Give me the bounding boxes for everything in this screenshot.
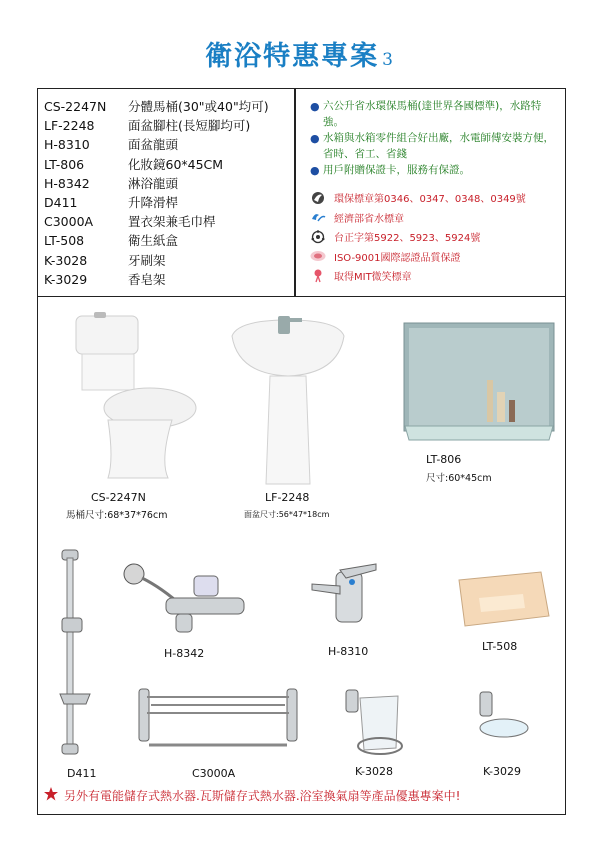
- product-code: H-8310: [44, 137, 90, 153]
- product-name: 香皂架: [128, 271, 166, 287]
- product-code: H-8342: [44, 175, 90, 191]
- toilet-image: [68, 310, 198, 485]
- product-name: 置衣架兼毛巾桿: [128, 214, 216, 230]
- product-name: 分體馬桶(30"或40"均可): [128, 99, 269, 114]
- star-icon: [44, 787, 58, 804]
- towel-rack-image: [135, 683, 300, 761]
- label-k3029: K-3029: [483, 765, 522, 778]
- product-code: LF-2248: [44, 118, 95, 134]
- product-name: 面盆腳柱(長短腳均可): [128, 118, 251, 134]
- label-h8342: H-8342: [164, 647, 205, 660]
- soap-dish-image: [472, 690, 532, 742]
- shower-faucet-image: [122, 558, 252, 636]
- label-d411: D411: [67, 767, 97, 780]
- label-c3000a: C3000A: [192, 767, 236, 780]
- size-cs2247n: 馬桶尺寸:68*37*76cm: [66, 510, 168, 521]
- size-lf2248: 面盆尺寸:56*47*18cm: [244, 510, 330, 519]
- product-row: [44, 116, 269, 135]
- tumbler-holder-image: [342, 688, 410, 760]
- promo-footer: 另外有電能儲存式熱水器.瓦斯儲存式熱水器.浴室換氣扇等產品優惠專案中!: [44, 787, 460, 804]
- bullet-icon: ●: [310, 132, 320, 145]
- product-row: [44, 155, 269, 174]
- label-h8310: H-8310: [328, 645, 369, 658]
- product-row: [44, 174, 269, 193]
- tissue-box-image: [453, 568, 553, 630]
- mit-smile-icon: [310, 269, 326, 283]
- product-code: D411: [44, 195, 78, 211]
- label-lt508: LT-508: [482, 640, 518, 653]
- product-name: 牙刷架: [128, 252, 166, 268]
- product-list: [44, 97, 269, 289]
- label-cs2247n: CS-2247N: [91, 491, 146, 504]
- cert-item: 取得MIT微笑標章: [310, 266, 560, 286]
- size-lt806: 尺寸:60*45cm: [426, 473, 492, 484]
- mirror-image: [403, 322, 555, 444]
- product-row: [44, 135, 269, 154]
- cert-item: 台正字第5922、5923、5924號: [310, 227, 560, 247]
- product-code: K-3028: [44, 252, 88, 268]
- product-code: C3000A: [44, 214, 94, 230]
- iso-icon: [310, 249, 326, 263]
- label-k3028: K-3028: [355, 765, 394, 778]
- product-name: 面盆龍頭: [128, 137, 179, 153]
- product-name: 淋浴龍頭: [128, 175, 179, 191]
- product-code: LT-508: [44, 233, 85, 249]
- bullet-icon: ●: [310, 100, 320, 113]
- product-code: CS-2247N: [44, 99, 107, 114]
- product-row: [44, 193, 269, 212]
- cert-item: 環保標章第0346、0347、0348、0349號: [310, 188, 560, 208]
- label-lf2248: LF-2248: [265, 491, 310, 504]
- product-code: K-3029: [44, 271, 88, 287]
- basin-faucet-image: [310, 560, 382, 628]
- cert-item: ISO-9001國際認證品質保證: [310, 247, 560, 267]
- product-row: [44, 97, 269, 116]
- product-name: 衛生紙盒: [128, 233, 179, 249]
- product-row: [44, 270, 269, 289]
- bullet-icon: ●: [310, 164, 320, 177]
- certification-list: [310, 188, 560, 286]
- feature-list: [310, 99, 560, 180]
- feature-item: ● 用戶附贈保證卡，服務有保證。: [310, 164, 470, 177]
- label-lt806: LT-806: [426, 453, 462, 466]
- product-name: 化妝鏡60*45CM: [128, 156, 224, 172]
- product-name: 升降滑桿: [128, 195, 179, 211]
- cert-item: 經濟部省水標章: [310, 208, 560, 228]
- eco-label-icon: [310, 191, 326, 205]
- feature-item: ● 六公升省水環保馬桶(達世界各國標準)，水路特強。: [310, 99, 560, 130]
- feature-item: ● 水箱與水箱零件組合好出廠，水電師傅安裝方便，省時、省工、省錢: [310, 131, 560, 162]
- title-text: 衛浴特惠專案: [205, 41, 380, 72]
- product-code: LT-806: [44, 156, 85, 172]
- product-row: [44, 212, 269, 231]
- page-title: [0, 34, 600, 73]
- title-number: 3: [382, 50, 395, 70]
- patent-icon: [310, 230, 326, 244]
- slide-bar-image: [58, 548, 92, 760]
- water-saving-icon: [310, 210, 326, 224]
- basin-pedestal-image: [228, 314, 348, 489]
- product-row: [44, 231, 269, 250]
- panel-divider: [294, 88, 296, 297]
- product-row: [44, 251, 269, 270]
